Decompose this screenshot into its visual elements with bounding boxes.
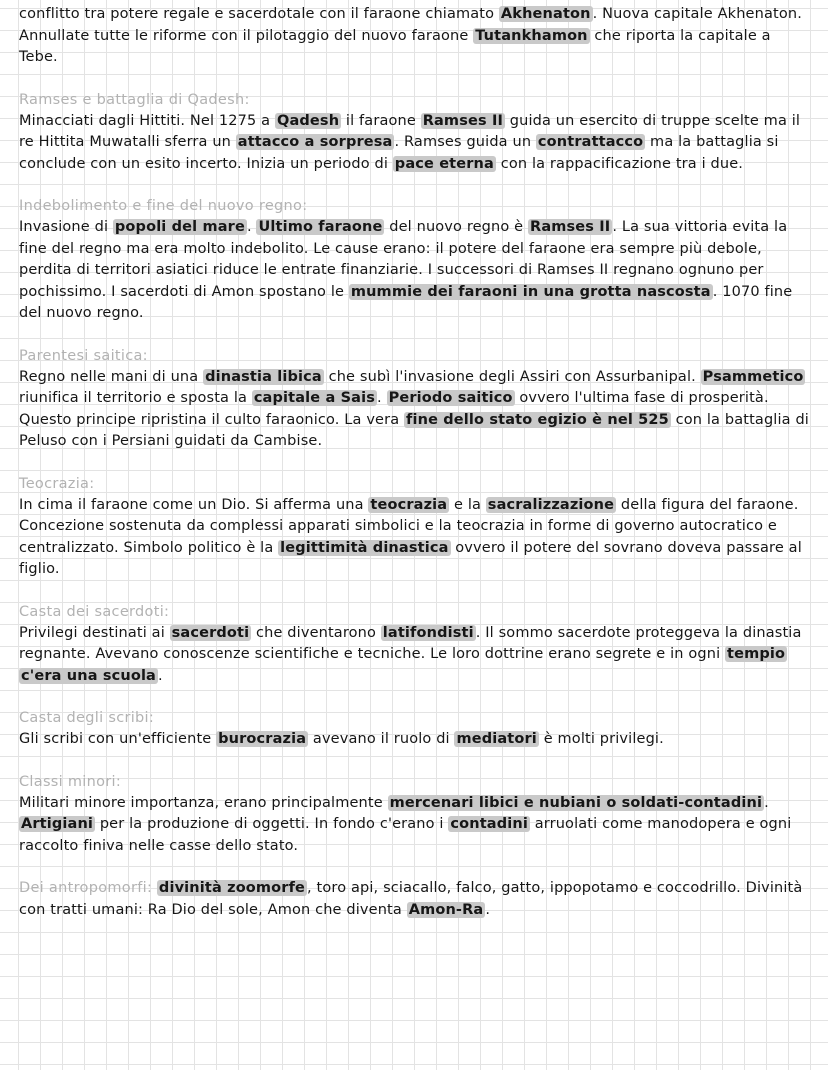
text-run: ma la battaglia si conclude con un esito incerto. Inizia un periodo di xyxy=(19,134,779,172)
highlighted-term: sacerdoti xyxy=(171,624,250,641)
text-run: è molti privilegi. xyxy=(538,731,664,747)
note-section xyxy=(19,772,814,858)
highlighted-term: attacco a sorpresa xyxy=(237,134,393,150)
note-section xyxy=(19,708,814,751)
highlighted-term: latifondisti xyxy=(382,624,474,641)
highlighted-term: mummie dei faraoni in una grotta nascosta xyxy=(350,283,711,300)
highlighted-term: capitale a Sais xyxy=(253,390,376,406)
section-heading: Casta degli scribi: xyxy=(19,710,155,726)
text-run: . Nuova capitale Akhenaton. Annullate tutte le riforme con il pilotaggio del nuovo faraone xyxy=(19,6,802,44)
section-body xyxy=(19,367,814,453)
highlighted-term: contrattacco xyxy=(537,134,644,150)
text-run: . xyxy=(158,667,163,684)
section-body xyxy=(19,4,814,69)
section-heading: Indebolimento e fine del nuovo regno: xyxy=(19,198,308,214)
section-heading: Casta dei sacerdoti: xyxy=(19,603,170,620)
highlighted-term: Ultimo faraone xyxy=(258,219,383,235)
highlighted-term: Ramses II xyxy=(422,112,504,129)
text-run: con la battaglia di Peluso con i Persiani guidati da Cambise. xyxy=(19,411,809,449)
notes-page xyxy=(19,4,814,942)
section-heading: Teocrazia: xyxy=(19,475,95,492)
text-run: . xyxy=(246,219,257,235)
text-run: . xyxy=(764,794,769,811)
note-section xyxy=(19,346,814,453)
highlighted-term: Akhenaton xyxy=(500,6,591,22)
highlighted-term: Artigiani xyxy=(21,816,94,832)
section-body xyxy=(19,793,814,858)
highlighted-term: legittimità dinastica xyxy=(280,539,449,556)
section-heading: Parentesi saitica: xyxy=(19,347,148,364)
text-run: Minacciati dagli Hittiti. Nel 1275 a xyxy=(19,112,275,129)
text-run: . 1070 fine del nuovo regno. xyxy=(19,283,793,321)
text-run: . xyxy=(485,901,491,918)
note-section xyxy=(19,602,814,688)
note-section xyxy=(19,878,814,921)
text-run: Regno nelle mani di una xyxy=(19,368,204,385)
note-section xyxy=(19,196,814,325)
highlighted-term: Periodo saitico xyxy=(388,390,513,406)
highlighted-term: mercenari libici e nubiani o soldati-contadini xyxy=(389,794,763,811)
text-run: Invasione di xyxy=(19,219,113,235)
text-run: e la xyxy=(449,496,486,513)
section-body xyxy=(19,217,814,325)
text-run: Privilegi destinati ai xyxy=(19,624,170,641)
highlighted-term: dinastia libica xyxy=(205,368,322,385)
text-run: Gli scribi con un'efficiente xyxy=(19,731,217,747)
text-run: avevano il ruolo di xyxy=(308,731,455,747)
text-run: che riporta la capitale a Tebe. xyxy=(19,27,771,65)
highlighted-term: sacralizzazione xyxy=(487,496,615,513)
text-run: . La sua vittoria evita la fine del regno ma era molto indebolito. Le cause erano: il potere del faraone era sempre più debole, perdita di territori asiatici riduce le entrate finanziarie. I successori di Ramses II regnano ognuno per pochissimo. I sacerdoti di Amon spostano le xyxy=(19,219,788,300)
highlighted-term: fine dello stato egizio è nel 525 xyxy=(406,411,669,428)
text-run: della figura del faraone. Concezione sostenuta da complessi apparati simbolici e la teocrazia in forme di governo autocratico e centralizzato. Simbolo politico è la xyxy=(19,496,799,556)
highlighted-term: tempio c'era una scuola xyxy=(21,646,786,684)
text-run: con la rappacificazione tra i due. xyxy=(495,155,744,172)
text-run: arruolati come manodopera e ogni raccolto finiva nelle casse dello stato. xyxy=(19,816,792,854)
text-run: ovvero il potere del sovrano doveva passare al figlio. xyxy=(19,539,802,577)
section-heading: Classi minori: xyxy=(19,773,122,790)
text-run: conflitto tra potere regale e sacerdotale con il faraone chiamato xyxy=(19,6,499,22)
section-body xyxy=(19,878,814,921)
text-run: riunifica il territorio e sposta la xyxy=(19,390,252,406)
text-run: Militari minore importanza, erano principalmente xyxy=(19,794,388,811)
highlighted-term: divinità zoomorfe xyxy=(158,880,306,896)
highlighted-term: mediatori xyxy=(456,731,537,747)
text-run: ovvero l'ultima fase di prosperità. Questo principe ripristina il culto faraonico. La vera xyxy=(19,390,769,428)
text-run: . Ramses guida un xyxy=(394,134,536,150)
section-body xyxy=(19,729,814,751)
text-run: per la produzione di oggetti. In fondo c'erano i xyxy=(95,816,449,832)
highlighted-term: contadini xyxy=(450,816,528,832)
highlighted-term: Psammetico xyxy=(702,368,804,385)
note-section xyxy=(19,4,814,69)
text-run: In cima il faraone come un Dio. Si afferma una xyxy=(19,496,369,513)
highlighted-term: pace eterna xyxy=(394,155,494,172)
section-body xyxy=(19,623,814,688)
section-heading: Ramses e battaglia di Qadesh: xyxy=(19,91,250,108)
highlighted-term: Ramses II xyxy=(530,219,611,235)
highlighted-term: burocrazia xyxy=(218,731,307,747)
text-run: , toro api, sciacallo, falco, gatto, ippopotamo e coccodrillo. Divinità con tratti umani: Ra Dio del sole, Amon che diventa xyxy=(19,880,803,918)
note-section xyxy=(19,90,814,176)
text-run: guida un esercito di truppe scelte ma il re Hittita Muwatalli sferra un xyxy=(19,112,801,150)
text-run: . xyxy=(377,390,387,406)
text-run: il faraone xyxy=(341,112,421,129)
highlighted-term: Amon-Ra xyxy=(408,901,484,918)
section-body xyxy=(19,495,814,581)
section-heading: Dei antropomorfi: xyxy=(19,880,153,896)
text-run: che diventarono xyxy=(251,624,381,641)
highlighted-term: Tutankhamon xyxy=(475,27,588,44)
text-run: del nuovo regno è xyxy=(384,219,528,235)
text-run: che subì l'invasione degli Assiri con Assurbanipal. xyxy=(323,368,701,385)
note-section xyxy=(19,474,814,581)
text-run: . Il sommo sacerdote proteggeva la dinastia regnante. Avevano conoscenze scientifiche e tecniche. Le loro dottrine erano segrete e in ogni xyxy=(19,624,802,662)
highlighted-term: Qadesh xyxy=(276,112,340,129)
highlighted-term: teocrazia xyxy=(370,496,448,513)
section-body xyxy=(19,111,814,176)
highlighted-term: popoli del mare xyxy=(114,219,245,235)
